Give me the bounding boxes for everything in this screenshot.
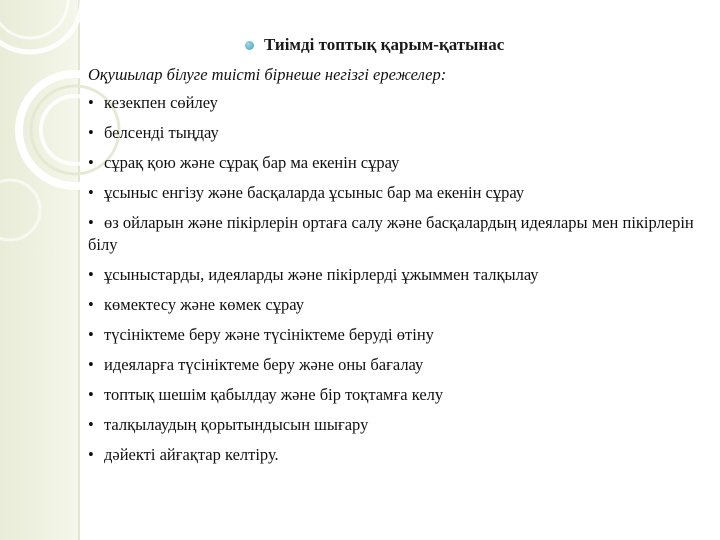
bullet: •: [88, 325, 94, 344]
list-item-text: белсенді тыңдау: [104, 123, 219, 142]
slide-title: [245, 34, 504, 56]
list-item-text: ұсыныстарды, идеяларды және пікірлерді ұжыммен талқылау: [104, 265, 539, 284]
bullet: •: [88, 415, 94, 434]
list-item: [88, 414, 698, 436]
slide-title-text: Тиімді топтық қарым-қатынас: [264, 35, 505, 54]
low-ring: [0, 180, 40, 240]
list-item: [88, 182, 698, 204]
list-item: [88, 294, 698, 316]
bullet: •: [88, 213, 94, 232]
list-item-text: кезекпен сөйлеу: [104, 93, 218, 112]
list-item: [88, 384, 698, 406]
list-item: [88, 444, 698, 466]
bullet: •: [88, 93, 94, 112]
list-item-text: талқылаудың қорытындысын шығару: [104, 415, 369, 434]
bullet: •: [88, 445, 94, 464]
bullet: •: [88, 183, 94, 202]
list-item-text: өз ойларын және пікірлерін ортаға салу және басқалардың идеялары мен пікірлерін білу: [88, 213, 694, 254]
list-item-text: сұрақ қою және сұрақ бар ма екенін сұрау: [104, 153, 400, 172]
rules-intro: Оқушылар білуге тиісті бірнеше негізгі ережелер:: [88, 65, 447, 84]
bullet: •: [88, 295, 94, 314]
list-item: [88, 264, 698, 286]
list-item-text: ұсыныс енгізу және басқаларда ұсыныс бар ма екенін сұрау: [104, 183, 525, 202]
bullet: •: [88, 123, 94, 142]
list-item-text: түсініктеме беру және түсініктеме беруді өтіну: [104, 325, 434, 344]
top-ring-inner: [0, 0, 68, 38]
bullet: •: [88, 153, 94, 172]
list-item-text: дәйекті айғақтар келтіру.: [104, 445, 279, 464]
top-ring-outer: [0, 0, 82, 52]
bullet: •: [88, 385, 94, 404]
list-item-text: көмектесу және көмек сұрау: [104, 295, 304, 314]
bullet: •: [88, 265, 94, 284]
rules-list: [88, 92, 698, 474]
list-item: [88, 212, 698, 256]
list-item: [88, 122, 698, 144]
teal-dot-bullet-icon: [245, 41, 254, 50]
list-item-text: идеяларға түсініктеме беру және оны бағалау: [104, 355, 424, 374]
list-item: [88, 324, 698, 346]
bullet: •: [88, 355, 94, 374]
list-item: [88, 354, 698, 376]
list-item-text: топтық шешім қабылдау және бір тоқтамға келу: [104, 385, 444, 404]
list-item: [88, 92, 698, 114]
list-item: [88, 152, 698, 174]
